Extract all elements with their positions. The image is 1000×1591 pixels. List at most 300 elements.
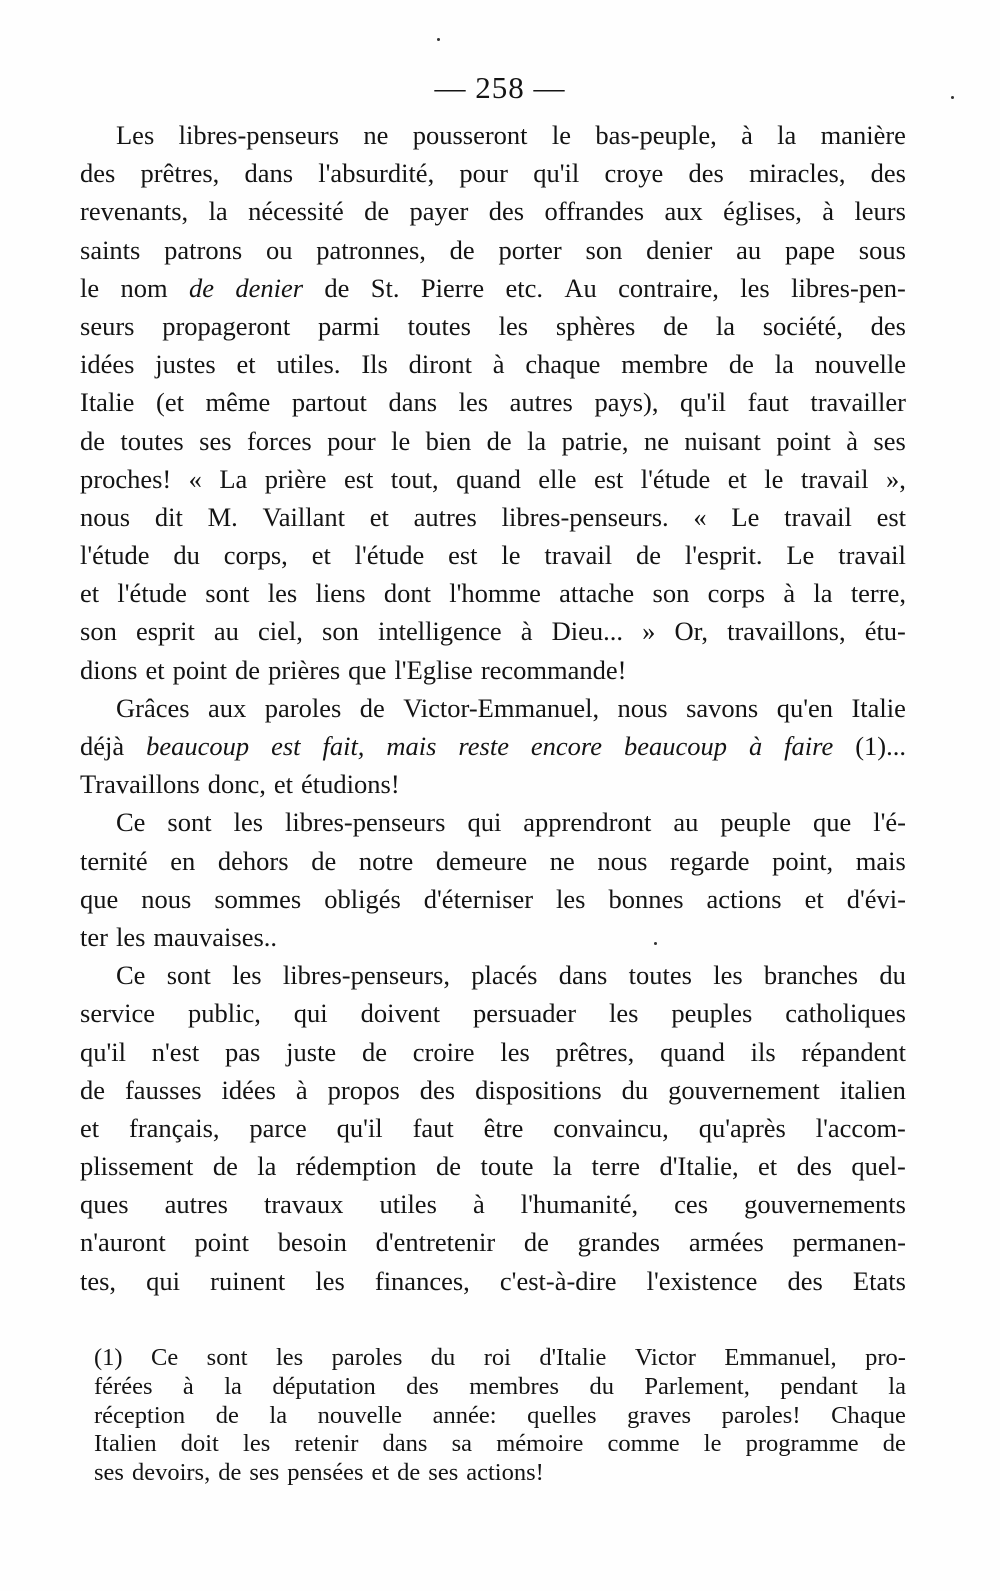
word: forces (246, 425, 312, 456)
word: besoin (277, 1227, 347, 1258)
word: aux (208, 692, 247, 723)
word: à (492, 349, 505, 380)
word: et (371, 1459, 390, 1487)
word: chaque (525, 349, 601, 380)
word: membres (469, 1372, 560, 1400)
text-line (80, 765, 906, 803)
word: les (267, 578, 298, 609)
word: de (80, 1074, 106, 1105)
word: La (219, 463, 248, 494)
word: des (80, 158, 116, 189)
word: qu'en (776, 692, 833, 723)
word: dont (383, 578, 431, 609)
word: société, (762, 310, 843, 341)
word: finances, (374, 1265, 470, 1296)
word: année: (432, 1401, 497, 1429)
word: Le (786, 540, 815, 571)
word: idées (80, 349, 135, 380)
word: du (621, 1074, 649, 1105)
italic-word: denier (235, 272, 304, 303)
word: étudions! (301, 769, 400, 800)
word: peuples (671, 998, 753, 1029)
word: l'étude (354, 540, 425, 571)
word: point (172, 654, 228, 685)
word: d'éterniser (423, 883, 534, 914)
word: ruinent (210, 1265, 286, 1296)
word: députation (272, 1372, 376, 1400)
word: ses (428, 1459, 459, 1487)
text-line (94, 1459, 906, 1488)
word: ses (249, 1459, 280, 1487)
word: donc, (207, 769, 266, 800)
word: paroles (264, 692, 342, 723)
word: et (80, 1112, 100, 1143)
word: libres-penseurs (285, 807, 446, 838)
word: (et (156, 387, 184, 418)
word: quel- (851, 1151, 906, 1182)
word: Emmanuel, (724, 1344, 837, 1371)
word: nouvelle (814, 349, 906, 380)
text-line (80, 231, 906, 269)
word: et (236, 349, 256, 380)
word: parce (249, 1112, 307, 1143)
word: au (736, 234, 762, 265)
print-speck (951, 96, 954, 99)
word: de (311, 845, 337, 876)
word: ces (674, 1189, 709, 1220)
word: M. (207, 501, 238, 532)
word: ne (643, 425, 669, 456)
word: les (500, 1036, 530, 1067)
word: de (728, 349, 754, 380)
text-line (94, 1402, 906, 1431)
word: de (397, 1459, 421, 1487)
word: à (472, 1189, 485, 1220)
word: », (885, 463, 906, 494)
word: toutes (120, 425, 184, 456)
word: au (673, 807, 699, 838)
word: Victor (634, 1344, 696, 1371)
word: graves (627, 1401, 692, 1429)
word: de (449, 234, 475, 265)
word: de (212, 1151, 238, 1182)
word: et (80, 578, 100, 609)
word: le (764, 463, 784, 494)
word: dans (244, 158, 294, 189)
word: et (804, 883, 824, 914)
word: ses (94, 1459, 124, 1487)
italic-word: reste (458, 731, 509, 761)
word: pour (327, 425, 376, 456)
word: de (80, 425, 106, 456)
word: la (208, 196, 228, 227)
word: partout (291, 387, 367, 418)
text-line (80, 192, 906, 230)
word: dans (388, 387, 438, 418)
word: diront (408, 349, 472, 380)
word: comme (607, 1430, 680, 1458)
word: de (324, 272, 350, 303)
word: nouvelle (317, 1401, 403, 1429)
italic-word: de (188, 272, 214, 303)
word: Italie (851, 692, 906, 723)
word: prières (268, 654, 341, 685)
text-line (94, 1430, 906, 1459)
word: Travaillons (80, 769, 200, 800)
word: point (776, 425, 831, 456)
word: et (727, 463, 747, 494)
word: payer (409, 196, 469, 227)
word: quand (660, 1036, 725, 1067)
word: c'est-à-dire (499, 1265, 617, 1296)
word: justes (155, 349, 216, 380)
word: de (361, 1036, 387, 1067)
word: porter (498, 234, 562, 265)
word: la (774, 349, 794, 380)
word: nom (120, 272, 168, 303)
word: paroles (331, 1344, 403, 1371)
word: l'é- (873, 807, 906, 838)
word: nous (80, 501, 131, 532)
word: etc. (505, 272, 544, 303)
italic-word: beaucoup (623, 731, 728, 761)
word: » (642, 616, 656, 647)
text-line (80, 154, 906, 192)
word: toutes (407, 310, 471, 341)
word: dit (154, 501, 183, 532)
word: les (115, 921, 146, 952)
word: être (483, 1112, 524, 1143)
word: nous (141, 883, 192, 914)
word: rédemption (295, 1151, 417, 1182)
word: d'évi- (846, 883, 906, 914)
word: de (523, 1227, 549, 1258)
word: public, (187, 998, 261, 1029)
word: du (589, 1372, 614, 1400)
text-line (80, 422, 906, 460)
text-line (80, 727, 906, 765)
word: à (520, 616, 533, 647)
word: dans (382, 1430, 428, 1458)
word: programme (745, 1430, 859, 1458)
text-line (80, 460, 906, 498)
word: recommande! (480, 654, 627, 685)
word: à (822, 196, 835, 227)
word: réception (94, 1401, 186, 1429)
text-line (80, 612, 906, 650)
word: St. (370, 272, 400, 303)
word: les (243, 1430, 271, 1458)
word: l'esprit. (684, 540, 763, 571)
word: l'homme (449, 578, 541, 609)
word: qu'il (680, 387, 727, 418)
word: est (593, 463, 624, 494)
word: plissement (80, 1151, 194, 1182)
word: sont (206, 1344, 248, 1371)
word: seurs (80, 310, 135, 341)
page-number: — 258 — (434, 70, 566, 105)
word: bien (425, 425, 472, 456)
word: libres-penseurs (178, 120, 340, 150)
word: l'accom- (815, 1112, 906, 1143)
word: l'Eglise (394, 654, 473, 685)
text-line (80, 918, 906, 956)
text-line (80, 1033, 906, 1071)
italic-word: est (271, 731, 301, 761)
word: à (182, 1372, 194, 1400)
word: ou (265, 234, 293, 265)
word: pousseront (412, 120, 528, 150)
word: branches (763, 960, 859, 991)
word: églises, (723, 196, 802, 227)
word: son (652, 578, 690, 609)
text-line (80, 536, 906, 574)
word: les (713, 960, 743, 991)
word: doivent (360, 998, 441, 1029)
word: les (232, 960, 262, 991)
word: revenants, (80, 196, 189, 227)
word: Italien (94, 1430, 157, 1458)
word: de (882, 1430, 906, 1458)
word: des (488, 196, 525, 227)
word: travailler (810, 387, 906, 418)
word: ne (549, 845, 575, 876)
word: de (235, 654, 261, 685)
word: l'absurdité, (318, 158, 435, 189)
word: du (173, 540, 200, 571)
word: des (870, 158, 906, 189)
word: et (369, 501, 389, 532)
word: toutes (628, 960, 692, 991)
word: autres (164, 1189, 228, 1220)
word: faut (747, 387, 789, 418)
word: croye (604, 158, 664, 189)
word: denier (646, 234, 713, 265)
word: Les (116, 120, 155, 150)
word: du (430, 1344, 456, 1371)
word: patrie, (561, 425, 629, 456)
word: l'étude (117, 578, 187, 609)
italic-word: beaucoup (146, 731, 250, 761)
word: le (391, 425, 411, 456)
text-line (94, 1373, 906, 1402)
word: sphères (555, 310, 636, 341)
word: dans (558, 960, 608, 991)
text-line (80, 994, 906, 1032)
word: la (269, 1401, 288, 1429)
word: grandes (577, 1227, 661, 1258)
word: bonnes (608, 883, 684, 914)
word: roi (483, 1344, 511, 1371)
word: leurs (854, 196, 906, 227)
word: sous (858, 234, 906, 265)
word: travail (838, 540, 906, 571)
word: le (501, 540, 521, 571)
word: pape (784, 234, 835, 265)
word: gouvernement (668, 1074, 820, 1105)
word: point, (772, 845, 834, 876)
word: Victor-Emmanuel, (403, 692, 600, 723)
word: faut (412, 1112, 454, 1143)
word: son (322, 616, 359, 647)
word: la (777, 120, 797, 150)
word: libres-penseurs. (501, 501, 669, 532)
italic-word: mais (386, 731, 437, 761)
word: quand (456, 463, 521, 494)
word: mémoire (496, 1430, 584, 1458)
word: Ce (116, 960, 146, 991)
word: mais (855, 845, 906, 876)
word: l'étude (640, 463, 711, 494)
body-text (80, 116, 906, 1300)
word: sont (166, 960, 211, 991)
word: ternité (80, 845, 148, 876)
word: l'existence (646, 1265, 758, 1296)
word: prêtres, (140, 158, 220, 189)
word: service (80, 998, 156, 1029)
word: n'auront (80, 1227, 166, 1258)
word: italien (839, 1074, 906, 1105)
word: dehors (217, 845, 289, 876)
italic-word: fait, (322, 731, 365, 761)
word: libres-penseurs, (282, 960, 450, 991)
word: manière (820, 120, 906, 150)
word: elle (538, 463, 577, 494)
word: paroles! (721, 1401, 801, 1429)
word: même (205, 387, 271, 418)
word: convaincu, (553, 1112, 669, 1143)
word: propos (327, 1074, 400, 1105)
word: de (218, 1459, 242, 1487)
word: offrandes (544, 196, 645, 227)
word: fausses (124, 1074, 202, 1105)
word: le (703, 1430, 722, 1458)
word: de (486, 425, 512, 456)
word: autres (413, 501, 477, 532)
word: qui (146, 1265, 181, 1296)
text-line (80, 1185, 906, 1223)
word: liens (315, 578, 366, 609)
word: armées (688, 1227, 764, 1258)
word: son (585, 234, 623, 265)
text-line (80, 307, 906, 345)
word: n'est (151, 1036, 200, 1067)
word: gouvernements (744, 1189, 906, 1220)
word: notre (358, 845, 414, 876)
footnote (94, 1344, 906, 1488)
word: bas-peuple, (595, 120, 717, 150)
word: tes, (80, 1265, 117, 1296)
word: de (635, 540, 661, 571)
word: à (846, 425, 858, 456)
text-line (94, 1344, 906, 1373)
word: Ce (116, 807, 146, 838)
word: l'humanité, (520, 1189, 639, 1220)
word: et (311, 540, 331, 571)
word: ques (80, 1189, 129, 1220)
text-line (80, 1109, 906, 1147)
word: de (215, 1401, 239, 1429)
word: retenir (294, 1430, 359, 1458)
word: déjà (80, 731, 125, 761)
word: en (170, 845, 196, 876)
word: pro- (865, 1344, 906, 1371)
word: son (80, 616, 117, 647)
word: apprendront (523, 807, 652, 838)
word: doit (180, 1430, 219, 1458)
italic-word: faire (784, 731, 834, 761)
word: pour (459, 158, 508, 189)
word: nécessité (248, 196, 344, 227)
word: corps, (223, 540, 288, 571)
word: miracles, (749, 158, 846, 189)
word: terre (591, 1151, 641, 1182)
word: est (448, 540, 478, 571)
word: autres (509, 387, 573, 418)
word: utiles. (276, 349, 341, 380)
word: et (145, 654, 165, 685)
word: nuisant (684, 425, 761, 456)
word: qui (293, 998, 328, 1029)
word: « (693, 501, 707, 532)
word: prière (264, 463, 327, 494)
word: saints (80, 234, 141, 265)
text-line (80, 1147, 906, 1185)
word: attache (559, 578, 635, 609)
word: qu'il (533, 158, 580, 189)
word: demeure (435, 845, 528, 876)
word: répandent (801, 1036, 906, 1067)
word: ciel, (258, 616, 303, 647)
word: les (498, 310, 529, 341)
word: ils (750, 1036, 776, 1067)
word: de (359, 692, 385, 723)
text-line (80, 345, 906, 383)
word: l'étude (80, 540, 150, 571)
word: la (552, 1151, 573, 1182)
text-line (80, 689, 906, 727)
word: le (551, 120, 571, 150)
word: persuader (473, 998, 577, 1029)
word: d'Italie, (659, 1151, 739, 1182)
text-line (80, 1071, 906, 1109)
text-line (80, 574, 906, 612)
word: travail (784, 501, 852, 532)
word: point (194, 1227, 249, 1258)
word: qui (467, 807, 502, 838)
word: à (783, 578, 796, 609)
word: que (348, 654, 387, 685)
text-line (80, 842, 906, 880)
word: Italie (80, 387, 135, 418)
print-speck (654, 942, 657, 945)
word: terre, (850, 578, 906, 609)
word: pendant (780, 1372, 858, 1400)
word: devoirs, (131, 1459, 211, 1487)
word: nous (597, 845, 648, 876)
word: Chaque (831, 1401, 906, 1429)
word: travaux (263, 1189, 344, 1220)
text-line (80, 116, 906, 154)
word: prêtres, (555, 1036, 635, 1067)
word: sont (205, 578, 250, 609)
word: à (741, 120, 753, 150)
italic-word: encore (530, 731, 603, 761)
word: au (213, 616, 239, 647)
word: sommes (214, 883, 302, 914)
word: catholiques (785, 998, 906, 1029)
word: des (406, 1372, 439, 1400)
